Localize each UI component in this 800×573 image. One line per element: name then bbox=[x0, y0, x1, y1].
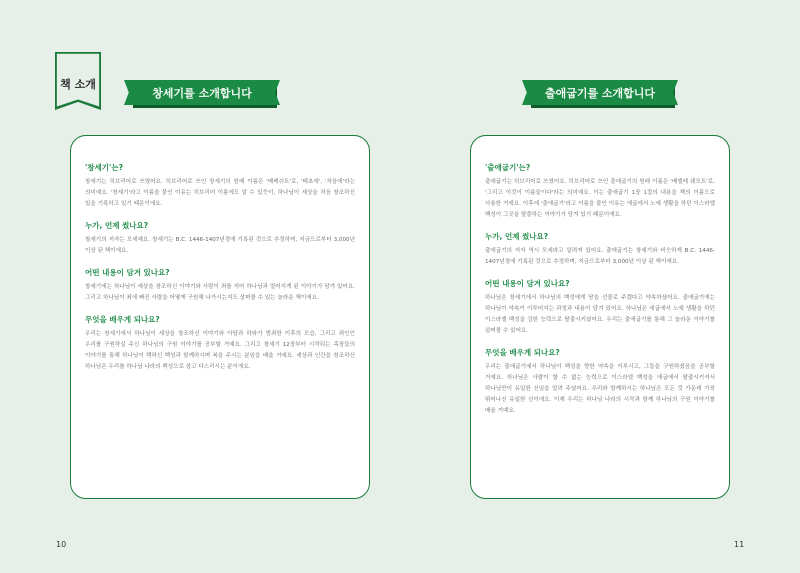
left-body-3: 창세기에는 하나님이 세상을 창조하신 이야기와 사람이 죄를 지어 하나님과 멀어지게 된 이야기가 담겨 있어요. 그리고 하나님이 죄에 빠진 사람을 어떻게 구원해 나가시는지도 살펴볼 수 있는 놀라운 책이에요. bbox=[85, 284, 355, 301]
right-body-4: 우리는 출애굽기에서 하나님이 백성을 향한 약속을 이루시고, 그들을 구원하셨음을 공부할 거예요. 하나님은 사람이 할 수 없는 능력으로 이스라엘 백성을 애굽에서 탈출시키셔서 하나님만이 유일한 신임을 알려 주셨어요. 우리와 함께하시는 하나님은 모든 것 가운데 가장 뛰어나신 유일한 신이에요. 이제 우리는 하나님 나라의 시작과 함께 하나님의 구원 이야기를 배울 거예요. bbox=[485, 364, 715, 414]
left-body-1: 창세기는 히브리어로 쓰였어요. 히브리어로 쓰인 창세기의 원래 이름은 '베레쉬트'로, '태초에', '처음에'라는 의미예요. '창세기'라고 이름을 붙인 이유는 히브리어 이름에도 알 수 있듯이, 하나님이 세상을 처음 창조하신 일을 기록하고 있기 때문이에요. bbox=[85, 179, 355, 207]
right-body-1: 출애굽기는 히브리어로 쓰였어요. 히브리어로 쓰인 출애굽기의 원래 이름은 '베엘레 쉐모트'로, '그리고 이것이 이름들이다'라는 의미예요. 이는 출애굽기 1장 1절의 내용을 책의 이름으로 사용한 거예요. 이후에 '출애굽기'라고 이름을 붙인 이유는 애굽에서 노예 생활을 하던 이스라엘 백성이 그곳을 탈출하는 이야기가 담겨 있기 때문이에요. bbox=[485, 179, 715, 218]
right-heading-1: '출애굽기'는? bbox=[485, 163, 531, 172]
left-heading-3: 어떤 내용이 담겨 있나요? bbox=[85, 268, 170, 277]
right-page-number: 11 bbox=[734, 540, 745, 549]
bookmark-label: 책 소개 bbox=[60, 78, 96, 91]
right-heading-4: 무엇을 배우게 되나요? bbox=[485, 348, 560, 357]
left-section-title: 창세기를 소개합니다 bbox=[130, 80, 274, 105]
right-heading-2: 누가, 언제 썼나요? bbox=[485, 232, 549, 241]
left-body-4: 우리는 창세기에서 하나님이 세상을 창조하신 이야기와 아담과 하와가 범죄한 이후의 모습, 그리고 죄인인 우리를 구원하실 주신 하나님의 구원 이야기를 공부할 거예요. 그리고 창세기 12장부터 시작되는 족장들의 이야기를 통해 하나님이 택하신 백성과 함께하시며 복을 주시는 분임을 배울 거예요. 세상과 인간을 창조하신 하나님은 우리를 하나님 나라의 백성으로 삼고 다스리시는 분이에요. bbox=[85, 331, 355, 370]
right-body-2: 출애굽기의 저자 역시 모세라고 알려져 있어요. 출애굽기는 창세기와 비슷하게 B.C. 1446-1407년경에 기록된 것으로 추정하며, 지금으로부터 3,000년 이상 된 책이에요. bbox=[485, 248, 715, 265]
left-body-2: 창세기의 저자는 모세예요. 창세기는 B.C. 1446-1407년경에 기록된 것으로 추정하며, 지금으로부터 3,000년 이상 된 책이에요. bbox=[85, 237, 355, 254]
right-info-card bbox=[470, 135, 730, 499]
right-heading-3: 어떤 내용이 담겨 있나요? bbox=[485, 279, 570, 288]
left-info-card bbox=[70, 135, 370, 499]
left-heading-4: 무엇을 배우게 되나요? bbox=[85, 315, 160, 324]
left-page-number: 10 bbox=[56, 540, 67, 549]
right-body-3: 하나님은 창세기에서 하나님의 백성에게 땅을 선물로 주겠다고 약속하셨어요. 출애굽기에는 하나님이 약속이 이루어지는 과정과 내용이 담겨 있어요. 하나님은 애굽에서 노예 생활을 하던 이스라엘 백성을 강한 능력으로 탈출시키셨어요. 우리는 출애굽기를 통해 그 놀라운 이야기를 살펴볼 수 있어요. bbox=[485, 295, 715, 334]
left-heading-2: 누가, 언제 썼나요? bbox=[85, 221, 149, 230]
right-section-title: 출애굽기를 소개합니다 bbox=[528, 80, 672, 105]
left-heading-1: '창세기'는? bbox=[85, 163, 123, 172]
